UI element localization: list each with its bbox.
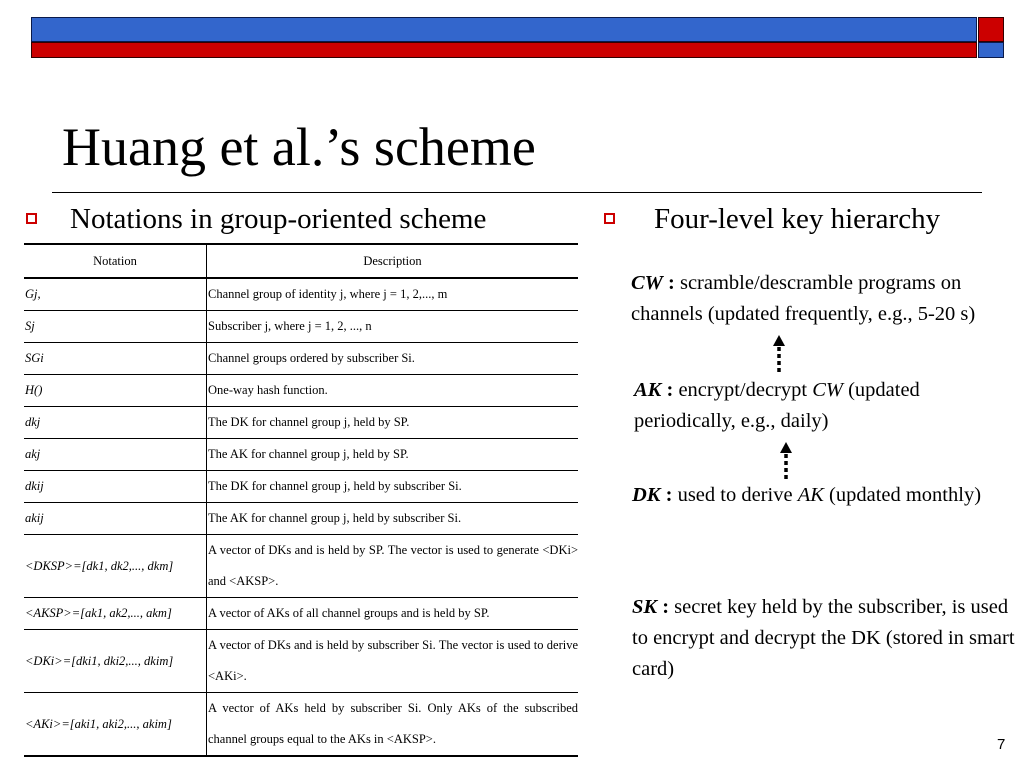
page-number: 7 [997, 736, 1006, 753]
column-header-description: Description [207, 244, 579, 278]
notation-cell: SGi [24, 343, 207, 375]
table-row [24, 278, 578, 311]
notation-cell: H() [24, 375, 207, 407]
description-cell: Channel group of identity j, where j = 1, 2,..., m [207, 278, 579, 311]
key-description-cw: scramble/descramble programs on channels (updated frequently, e.g., 5-20 s) [631, 272, 976, 325]
notation-cell: <DKi>=[dki1, dki2,..., dkim] [24, 630, 207, 693]
table-row [24, 439, 578, 471]
header-square-red [978, 17, 1004, 42]
table-row [24, 407, 578, 439]
column-header-notation: Notation [24, 244, 207, 278]
key-separator: : [662, 272, 680, 294]
table-row [24, 693, 578, 757]
notation-cell: akj [24, 439, 207, 471]
arrow-up-icon [773, 335, 785, 375]
table-row [24, 311, 578, 343]
key-reference-cw: CW [812, 379, 843, 401]
right-heading: Four-level key hierarchy [654, 203, 941, 235]
description-cell: A vector of DKs and is held by SP. The vector is used to generate <DKi> and <AKSP>. [207, 535, 579, 598]
key-description-ak: encrypt/decrypt [678, 379, 813, 401]
notation-cell: Sj [24, 311, 207, 343]
key-separator: : [661, 379, 679, 401]
key-description-ak-rest: (updated periodically, e.g., daily) [634, 379, 920, 432]
description-cell: The AK for channel group j, held by SP. [207, 439, 579, 471]
key-separator: : [660, 484, 678, 506]
bullet-square-icon [604, 213, 615, 224]
notation-cell: akij [24, 503, 207, 535]
table-row [24, 630, 578, 693]
description-cell: The DK for channel group j, held by subscriber Si. [207, 471, 579, 503]
hierarchy-item-sk [632, 592, 1022, 685]
description-cell: The DK for channel group j, held by SP. [207, 407, 579, 439]
slide-title: Huang et al.’s scheme [62, 117, 536, 177]
key-label-ak: AK [634, 379, 662, 401]
arrow-up-icon [780, 442, 792, 482]
key-description-sk: secret key held by the subscriber, is used to encrypt and decrypt the DK (stored in smart card) [632, 596, 1015, 680]
key-description-dk: used to derive [677, 484, 798, 506]
description-cell: Channel groups ordered by subscriber Si. [207, 343, 579, 375]
key-separator: : [657, 596, 675, 618]
table-row [24, 535, 578, 598]
header-bar-blue [31, 17, 977, 42]
title-divider [52, 192, 982, 193]
description-cell: Subscriber j, where j = 1, 2, ..., n [207, 311, 579, 343]
notation-cell: <AKi>=[aki1, aki2,..., akim] [24, 693, 207, 757]
table-row [24, 503, 578, 535]
header-square-blue [978, 42, 1004, 58]
notation-table [24, 243, 578, 757]
bullet-square-icon [26, 213, 37, 224]
description-cell: A vector of AKs of all channel groups and is held by SP. [207, 598, 579, 630]
notation-cell: <DKSP>=[dk1, dk2,..., dkm] [24, 535, 207, 598]
hierarchy-item-cw [631, 268, 1021, 330]
key-label-dk: DK [632, 484, 661, 506]
key-reference-ak: AK [797, 484, 824, 506]
key-label-cw: CW [631, 272, 663, 294]
header-bar-red [31, 42, 977, 58]
notation-cell: Gj, [24, 278, 207, 311]
hierarchy-item-ak [634, 375, 1024, 437]
key-label-sk: SK [632, 596, 658, 618]
notation-cell: dkj [24, 407, 207, 439]
notation-cell: <AKSP>=[ak1, ak2,..., akm] [24, 598, 207, 630]
description-cell: A vector of DKs and is held by subscriber Si. The vector is used to derive <AKi>. [207, 630, 579, 693]
table-row [24, 375, 578, 407]
table-header-row [24, 244, 578, 278]
description-cell: One-way hash function. [207, 375, 579, 407]
left-heading: Notations in group-oriented scheme [70, 203, 487, 235]
table-row [24, 343, 578, 375]
table-row [24, 471, 578, 503]
table-row [24, 598, 578, 630]
notation-cell: dkij [24, 471, 207, 503]
key-description-dk-rest: (updated monthly) [823, 484, 982, 506]
description-cell: The AK for channel group j, held by subscriber Si. [207, 503, 579, 535]
hierarchy-item-dk [632, 480, 1002, 511]
description-cell: A vector of AKs held by subscriber Si. Only AKs of the subscribed channel groups equal to the AKs in <AKSP>. [207, 693, 579, 757]
